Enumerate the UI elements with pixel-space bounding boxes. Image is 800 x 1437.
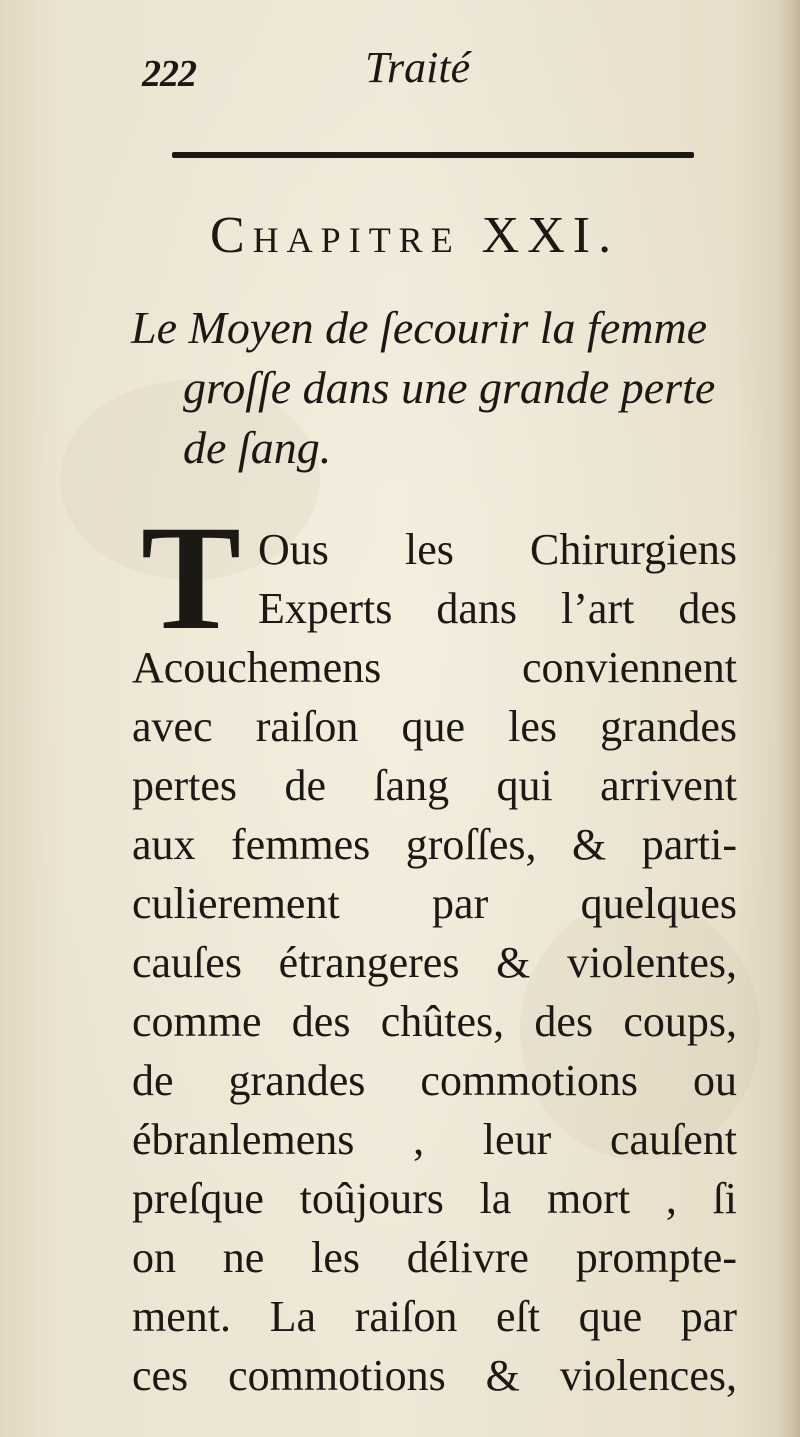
header-rule xyxy=(172,152,694,158)
chapter-title-line: Le Moyen de ſecourir la femme xyxy=(131,302,708,353)
body-line: Acouchemens conviennent xyxy=(132,643,737,692)
page-edge xyxy=(778,0,800,1437)
body-line: Experts dans l’art des xyxy=(258,584,737,633)
drop-cap-lines xyxy=(258,520,737,638)
body-line: avec raiſon que les grandes xyxy=(132,702,737,751)
running-title: Traité xyxy=(365,43,471,92)
body-line: on ne les délivre prompte- xyxy=(132,1233,737,1282)
body-line: ébranlemens , leur cauſent xyxy=(132,1115,737,1164)
chapter-heading: Chapitre XXI. xyxy=(210,207,620,264)
running-header xyxy=(0,42,800,102)
body-line: comme des chûtes, des coups, xyxy=(132,997,737,1046)
chapter-title-line: groſſe dans une grande perte xyxy=(183,362,716,413)
body-line: aux femmes groſſes, & parti- xyxy=(132,820,737,869)
body-line: de grandes commotions ou xyxy=(132,1056,737,1105)
drop-cap-block xyxy=(132,495,250,661)
body-line: culierement par quelques xyxy=(132,879,737,928)
drop-cap: T xyxy=(140,495,242,661)
page-number: 222 xyxy=(142,53,196,95)
body-line: ment. La raiſon eſt que par xyxy=(132,1292,737,1341)
chapter-title-line: de ſang. xyxy=(183,422,332,473)
body-line: Ous les Chirurgiens xyxy=(258,525,737,574)
body-line: preſque toûjours la mort , ſi xyxy=(132,1174,737,1223)
body-line: ces commotions & violences, xyxy=(132,1351,737,1400)
chapter-title xyxy=(131,298,745,478)
body-text xyxy=(132,638,737,1405)
body-line: pertes de ſang qui arrivent xyxy=(132,761,737,810)
body-line: cauſes étrangeres & violentes, xyxy=(132,938,737,987)
